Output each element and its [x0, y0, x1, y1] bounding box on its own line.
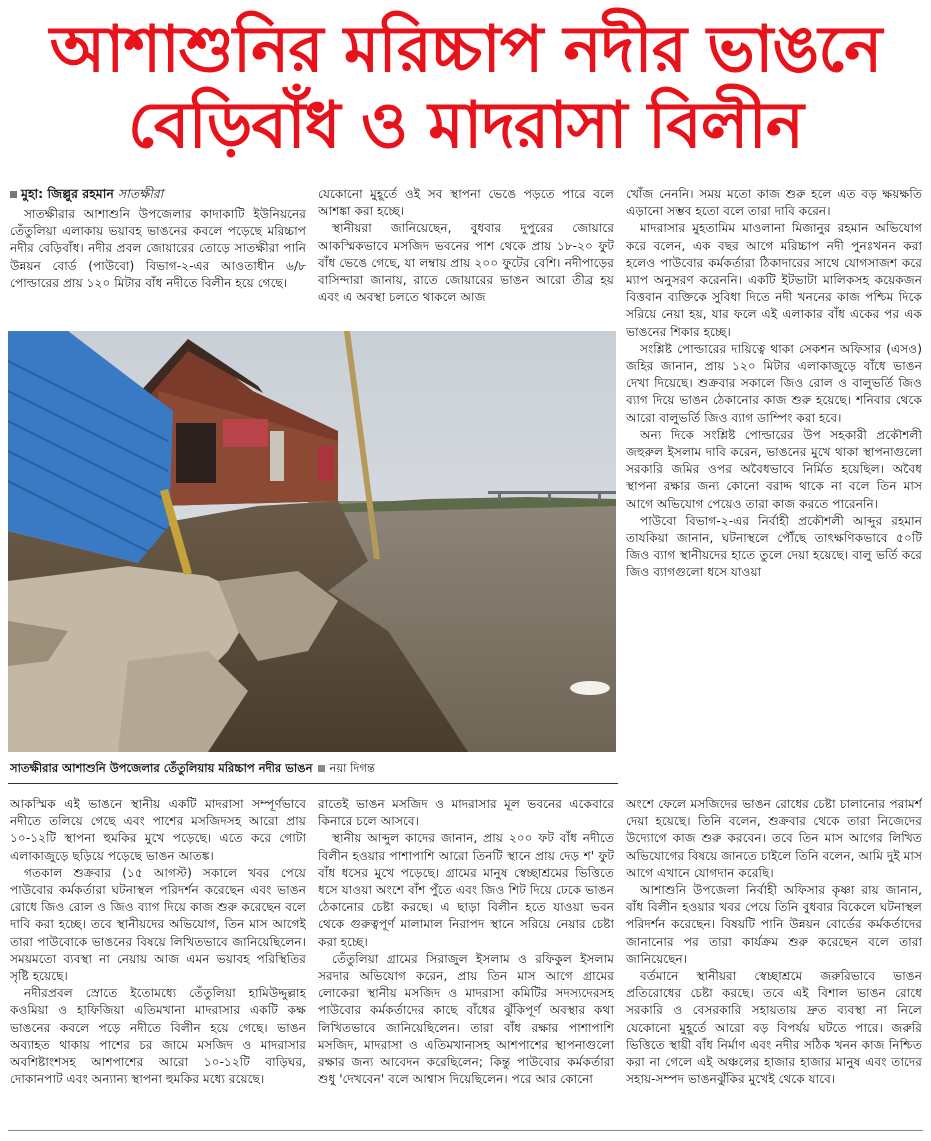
news-photo [8, 331, 616, 752]
photo-credit: নয়া দিগন্ত [329, 761, 375, 775]
headline-line-1: আশাশুনির মরিচ্চাপ নদীর ভাঙনে [49, 13, 882, 87]
paragraph: অন্য দিকে সংশ্লিষ্ট পোল্ডারের উপ সহকারী প্রকৌশলী জহুরুল ইসলাম দাবি করেন, ভাঙনের মুখে থাকা স্থাপনাগুলো সরকারি জমির ওপর অবৈধভাবে নির্মিত হয়েছিল। অবৈধ স্থাপনা রক্ষার জন্য কোনো বরাদ্দ থাকে না বলে তিন মাস আগে অভিযোগ পেয়েও তারা কাজ করতে পারেননি। [626, 427, 922, 511]
paragraph: খোঁজ নেননি। সময় মতো কাজ শুরু হলে এত বড় ক্ষয়ক্ষতি এড়ানো সম্ভব হতো বলে তারা দাবি করেন। [626, 187, 922, 219]
article-bottom-column-2 [318, 796, 614, 1121]
paragraph: নদীরপ্রবল স্রোতে ইতোমধ্যে তেঁতুলিয়া হামিউদ্দুল্লাহ কওমিয়া ও হাফিজিয়া এতিমখানা মাদরাসার একটি কক্ষ ভাঙনের কবলে পড়ে নদীতে বিলীন হয়ে গেছে। ভাঙন অব্যাহত থাকায় পাশের চর জামে মসজিদ ও মাদরাসার অবশিষ্টাংশসহ আশপাশের আরো ১০-১২টি বাড়িঘর, দোকানপাট এবং অন্যান্য স্থাপনা হুমকির মধ্যে রয়েছে। [10, 986, 306, 1087]
article-column-2 [318, 186, 614, 326]
paragraph: আশাশুনি উপজেলা নির্বাহী অফিসার কৃষ্ণা রায় জানান, বাঁধ বিলীন হওয়ার খবর পেয়ে তিনি বুধবার বিকেলে ঘটনাস্থল পরিদর্শন করেছেন। বিষয়টি পানি উন্নয়ন বোর্ডের কর্মকর্তাদের জানানোর পর তারা কার্যক্রম শুরু করেছেন বলে তারা জানিয়েছেন। [626, 883, 922, 966]
paragraph: তেঁতুলিয়া গ্রামের সিরাজুল ইসলাম ও রফিকুল ইসলাম সরদার অভিযোগ করেন, প্রায় তিন মাস আগে গ্রামের লোকেরা স্থানীয় মসজিদ ও মাদরাসা কমিটির সদস্যদেরসহ পাউবোর কর্মকর্তাদের কাছে বাঁধের ঝুঁকিপূর্ণ অবস্থার কথা লিখিতভাবে জানিয়েছিলেন। তারা বাঁধ রক্ষার পাশাপাশি মসজিদ, মাদরাসা ও এতিমখানাসহ আশপাশের স্থাপনাগুলো রক্ষার জন্য আবেদন করেছিলেন; কিন্তু পাউবোর কর্মকর্তারা শুধু 'দেখবেন' বলে আশ্বাস দিয়েছিলেন। পরে আর কোনো [318, 951, 614, 1087]
divider [8, 783, 618, 784]
caption-text: সাতক্ষীরার আশাশুনি উপজেলার তেঁতুলিয়ায় মরিচ্চাপ নদীর ভাঙন [10, 761, 313, 775]
article-column-3 [626, 186, 922, 776]
bottom-divider [8, 1130, 923, 1131]
byline-author: মুহা: জিল্লুর রহমান [21, 186, 114, 201]
article-bottom-column-3 [626, 796, 922, 1121]
headline-line-2: বেড়িবাঁধ ও মাদরাসা বিলীন [127, 89, 804, 163]
article-column-1 [10, 206, 306, 326]
bullet-icon [10, 191, 17, 198]
paragraph: মাদরাসার মুহতামিম মাওলানা মিজানুর রহমান অভিযোগ করে বলেন, এক বছর আগে মরিচ্চাপ নদী পুনঃখনন করা হলেও পাউবোর কর্মকর্তারা ঠিকাদারের সাথে যোগসাজশ করে ম্যাপ অনুসরণ করেননি। একটি ইটভাটা মালিকসহ কয়েকজন বিত্তবান ব্যক্তিকে সুবিধা দিতে নদী খননের কাজ পশ্চিম দিকে সরিয়ে নেয়া হয়, যার ফলে এই এলাকার বাঁধ একের পর এক ভাঙনের শিকার হচ্ছে। [626, 221, 922, 339]
paragraph: অংশে ফেলে মসজিদের ভাঙন রোধের চেষ্টা চালানোর পরামর্শ দেয়া হয়েছে। তিনি বলেন, শুক্রবার থেকে তারা নিজেদের উদ্যোগে কাজ শুরু করবেন। তবে তিন মাস আগের লিখিত অভিযোগের বিষয়ে জানতে চাইলে তিনি বলেন, আমি দুই মাস আগে এখানে যোগদান করেছি। [626, 797, 922, 880]
square-icon [318, 765, 325, 772]
byline [10, 186, 305, 206]
paragraph: স্থানীয়রা জানিয়েছেন, বুধবার দুপুরের জোয়ারে আকস্মিকভাবে মসজিদ ভবনের পাশ থেকে প্রায় ১৮-২০ ফুট বাঁধ ভেঙে গেছে, যা লম্বায় প্রায় ২০০ ফুটের বেশি। নদীপাড়ের বাসিন্দারা জানায়, রাতে জোয়ারের ভাঙন আরো তীব্র হয় এবং এ অবস্থা চলতে থাকলে আজ [318, 221, 614, 305]
paragraph: পাউবো বিভাগ-২-এর নির্বাহী প্রকৌশলী আব্দুর রহমান তাযকিয়া জানান, ঘটনাস্থলে পৌঁছে তাৎক্ষণিকভাবে ৫০টি জিও ব্যাগ স্থানীয়দের হাতে তুলে দেয়া হয়েছে। বালু ভর্তি করে জিও ব্যাগগুলো ধসে যাওয়া [626, 513, 922, 580]
paragraph: যেকোনো মুহূর্তে ওই সব স্থাপনা ভেঙে পড়তে পারে বলে আশঙ্কা করা হচ্ছে। [318, 187, 614, 219]
photo-caption [10, 760, 616, 779]
byline-location: সাতক্ষীরা [117, 186, 164, 201]
paragraph: সংশ্লিষ্ট পোল্ডারের দায়িত্বে থাকা সেকশন অফিসার (এসও) জহির জানান, প্রায় ১২০ মিটার এলাকাজুড়ে বাঁধে ভাঙন দেখা দিয়েছে। শুক্রবার সকালে জিও রোল ও বালুভর্তি জিও ব্যাগ দিয়ে ভাঙন ঠেকানোর কাজ শুরু হয়েছে। শনিবার থেকে আরো বালুভর্তি জিও ব্যাগ ডাম্পিং করা হবে। [626, 341, 922, 425]
paragraph: আকস্মিক এই ভাঙনে স্থানীয় একটি মাদরাসা সম্পূর্ণভাবে নদীতে তলিয়ে গেছে এবং পাশের মসজিদসহ আরো প্রায় ১০-১২টি স্থাপনা হুমকির মুখে পড়েছে। এতে করে গোটা এলাকাজুড়ে ছড়িয়ে পড়েছে ভাঙন আতঙ্ক। [10, 797, 306, 863]
paragraph: রাতেই ভাঙন মসজিদ ও মাদরাসার মূল ভবনের একেবারে কিনারে চলে আসবে। [318, 797, 614, 829]
paragraph: স্থানীয় আব্দুল কাদের জানান, প্রায় ২০০ ফট বাঁধ নদীতে বিলীন হওয়ার পাশাপাশি আরো তিনটি স্থানে প্রায় দেড় শ' ফুট বাঁধ ধসের মুখে পড়েছে। গ্রামের মানুষ স্বেচ্ছাশ্রমের ভিত্তিতে ধসে যাওয়া অংশে বাঁশ পুঁতে এবং জিও শিট দিয়ে ঢেকে ভাঙন ঠেকানোর চেষ্টা করছে। এ ছাড়া বিলীন হতে যাওয়া ভবন থেকে গুরুত্বপূর্ণ মালামাল নিরাপদ স্থানে সরিয়ে নেয়ার চেষ্টা করা হচ্ছে। [318, 831, 614, 949]
paragraph: গতকাল শুক্রবার (১৫ আগস্ট) সকালে খবর পেয়ে পাউবোর কর্মকর্তারা ঘটনাস্থল পরিদর্শন করেছেন এবং ভাঙন রোধে জিও রোল ও জিও ব্যাগ দিয়ে কাজ শুরু করেছেন বলে দাবি করা হচ্ছে। তবে স্থানীয়দের অভিযোগ, তিন মাস আগেই তারা পাউবোকে ভাঙনের বিষয়ে লিখিতভাবে জানিয়েছিলেন। সময়মতো ব্যবস্থা না নেয়ায় আজ এমন ভয়াবহ পরিস্থিতির সৃষ্টি হয়েছে। [10, 865, 306, 984]
paragraph: সাতক্ষীরার আশাশুনি উপজেলার কাদাকাটি ইউনিয়নের তেঁতুলিয়া এলাকায় ভয়াবহ ভাঙনের কবলে পড়েছে মরিচ্চাপ নদীর বেড়িবাঁধ। নদীর প্রবল জোয়ারের তোড়ে সাতক্ষীরা পানি উন্নয়ন বোর্ড (পাউবো) বিভাগ-২-এর আওতাধীন ৬/৮ পোল্ডারের প্রায় ১২০ মিটার বাঁধ নদীতে বিলীন হয়ে গেছে। [10, 207, 306, 290]
paragraph: বর্তমানে স্থানীয়রা স্বেচ্ছাশ্রমে জরুরিভাবে ভাঙন প্রতিরোধের চেষ্টা করছে। তবে এই বিশাল ভাঙন রোধে সরকারি ও বেসরকারি সহায়তায় দ্রুত ব্যবস্থা না নিলে যেকোনো মুহূর্তে আরো বড় বিপর্যয় ঘটতে পারে। জরুরি ভিত্তিতে স্থায়ী বাঁধ নির্মাণ এবং নদীর সঠিক খনন কাজ নিশ্চিত করা না গেলে এই অঞ্চলের হাজার হাজার মানুষ এবং তাদের সহায়-সম্পদ ভাঙনঝুঁকির মুখেই থেকে যাবে। [626, 969, 922, 1087]
article-bottom-column-1 [10, 796, 306, 1121]
